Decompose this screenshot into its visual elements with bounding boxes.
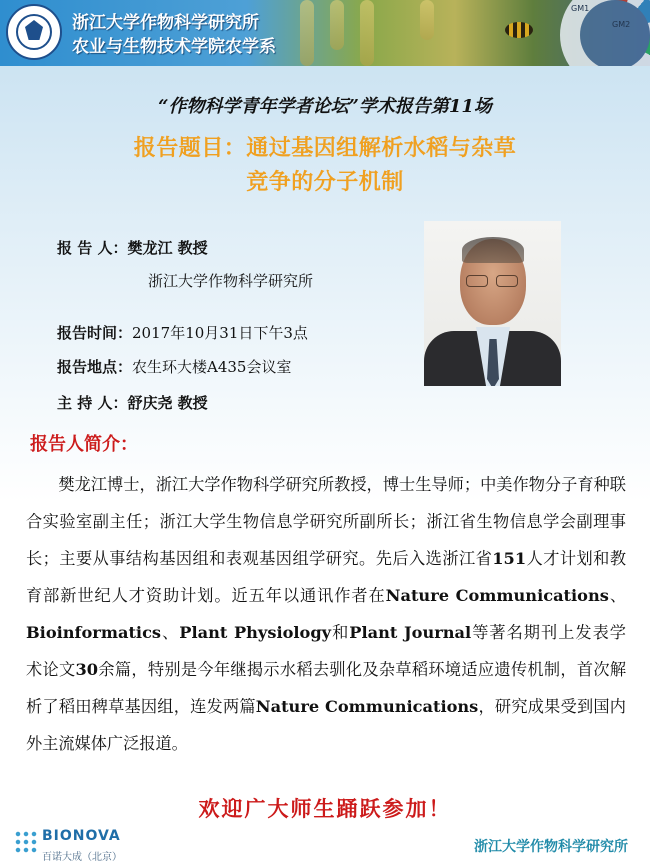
rice-grain-decoration — [420, 0, 434, 40]
bio-segment: Plant Physiology — [179, 623, 332, 642]
header-banner — [0, 0, 650, 66]
rice-grain-decoration — [330, 0, 344, 50]
bio-segment: Nature Communications — [385, 586, 609, 605]
bio-segment: Bioinformatics — [26, 623, 162, 642]
host-label: 主 持 人： — [57, 394, 128, 412]
time-value: 2017年10月31日下午3点 — [132, 324, 308, 342]
intro-heading: 报告人简介： — [30, 434, 138, 455]
bio-segment: 、 — [608, 586, 627, 605]
report-title-line2: 竞争的分子机制 — [246, 170, 404, 195]
zju-logo-icon — [6, 4, 62, 60]
bio-segment: 等著名期刊上发表学术论文 — [26, 623, 626, 679]
bio-segment: 樊龙江博士，浙江大学作物科学研究所教授，博士生导师；中美作物分子育种联合实验室副主任；浙江大学生物信息学研究所副所长；浙江省生物信息学会副理事长；主要从事结构基因组和表观基因组学研究。先后入选浙江省 — [26, 475, 626, 568]
rice-grain-decoration — [360, 0, 374, 66]
bio-segment: 30 — [75, 660, 99, 679]
sponsor-name-en: BIONOVA — [42, 828, 121, 844]
location-label: 报告地点： — [57, 358, 133, 376]
location-row — [57, 356, 291, 377]
bio-segment: 和 — [331, 623, 350, 642]
genome-label: GM1 — [571, 4, 590, 13]
bio-segment: ，研究成果受到国内外主流媒体广泛报道。 — [26, 697, 626, 753]
welcome-message: 欢迎广大师生踊跃参加！ — [198, 796, 452, 821]
host-value: 舒庆尧 教授 — [127, 394, 208, 412]
sponsor-name-cn: 百诺大成（北京） — [42, 852, 122, 863]
time-label: 报告时间： — [57, 324, 133, 342]
report-title-line1: 报告题目：通过基因组解析水稻与杂草 — [133, 136, 517, 161]
forum-title: “作物科学青年学者论坛”学术报告第11场 — [158, 96, 492, 117]
bee-icon — [505, 22, 533, 38]
host-row — [57, 392, 208, 413]
speaker-row — [57, 237, 208, 258]
bionova-dots-icon — [14, 830, 38, 854]
bio-segment: 151 — [492, 549, 527, 568]
footer-institute: 浙江大学作物科学研究所 — [474, 839, 628, 855]
bio-segment: 余篇，特别是今年继揭示水稻去驯化及杂草稻环境适应遗传机制，首次解析了稻田稗草基因组，连发两篇 — [26, 660, 627, 716]
bio-segment: Plant Journal — [349, 623, 472, 642]
speaker-photo — [424, 221, 561, 386]
location-value: 农生环大楼A435会议室 — [132, 358, 292, 376]
bio-segment: 人才计划和教育部新世纪人才资助计划。近五年以通讯作者在 — [26, 549, 627, 605]
bio-segment: Nature Communications — [255, 697, 479, 716]
speaker-name: 樊龙江 教授 — [127, 239, 208, 257]
genome-label: GM2 — [612, 20, 631, 29]
bio-segment: 、 — [161, 623, 180, 642]
speaker-label: 报 告 人： — [57, 239, 128, 257]
speaker-affiliation: 浙江大学作物科学研究所 — [148, 272, 314, 290]
rice-grain-decoration — [300, 0, 314, 66]
header-college: 农业与生物技术学院农学系 — [72, 37, 276, 57]
time-row — [57, 322, 308, 343]
speaker-bio — [26, 466, 626, 762]
header-institute: 浙江大学作物科学研究所 — [72, 13, 259, 33]
